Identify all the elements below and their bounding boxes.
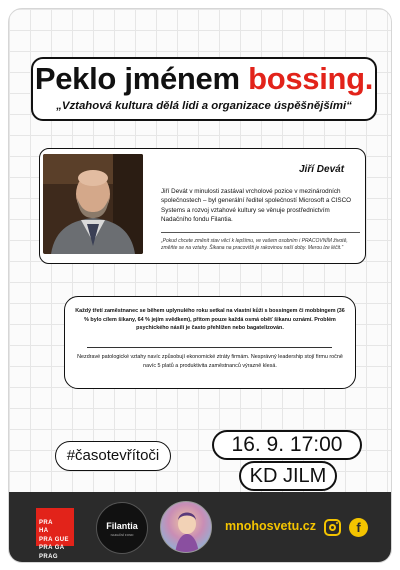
poster bbox=[8, 8, 392, 563]
speaker-quote: „Pokud chcete změnit stav věcí k lepšímu, ve vašem osobním i PRACOVNÍM životě, změňte se na vztahy. Šikana na pracovišti je rakovinou naší doby. Merou lze léčit.“ bbox=[161, 238, 348, 251]
footer bbox=[9, 492, 392, 563]
filantia-logo[interactable] bbox=[96, 502, 148, 554]
filantia-logo-sub: NADAČNÍ FOND bbox=[110, 533, 134, 537]
event-datetime: 16. 9. 17:00 bbox=[212, 430, 362, 460]
divider bbox=[161, 232, 360, 233]
website-link[interactable]: mnohosvetu.cz bbox=[225, 519, 316, 533]
illustration-logo[interactable] bbox=[160, 501, 212, 553]
divider bbox=[87, 347, 332, 348]
poster-subtitle: „Vztahová kultura dělá lidi a organizace úspěšnějšími“ bbox=[56, 100, 352, 112]
filantia-logo-name: Filantia bbox=[106, 521, 138, 531]
title-highlight: bossing. bbox=[248, 61, 374, 96]
title-box bbox=[31, 57, 377, 121]
event-venue: KD JILM bbox=[239, 461, 337, 491]
speaker-bio: Jiří Devát v minulosti zastával vrcholové pozice v mezinárodních společnostech – byl generální ředitel společností Microsoft a CISCO Systems a rozvoj vztahové kultury se věnuje prostřednictvím Nadačního fondu Filantia. bbox=[161, 188, 352, 224]
facebook-icon[interactable]: f bbox=[349, 518, 368, 537]
title-main: Peklo jménem bbox=[34, 61, 249, 96]
praha-logo[interactable] bbox=[36, 508, 74, 560]
hashtag: #časotevřítoči bbox=[55, 441, 171, 471]
stats-paragraph-1: Každý třetí zaměstnanec se během uplynulého roku setkal na vlastní kůži s bossingem či mobbingem (36 % bylo cílem šikany, 64 % jejím svědkem), přitom pouze každá osmá oběť šikanu oznámí. Problém psychického násilí je často přehlížen nebo bagatelizován. bbox=[75, 308, 345, 332]
praha-logo-text: PRA HA PRA GUE PRA GA PRAG bbox=[39, 519, 69, 560]
instagram-icon[interactable] bbox=[324, 519, 341, 536]
poster-title bbox=[33, 61, 375, 97]
speaker-name: Jiří Devát bbox=[299, 164, 345, 175]
stats-paragraph-2: Nezdravé patologické vztahy navíc způsobují ekonomické ztráty firmám. Nesprávný leadership stojí firmu ročně navíc 5 platů a produktivita zaměstnanců výrazně klesá. bbox=[77, 354, 343, 369]
stats-box bbox=[64, 296, 356, 389]
speaker-photo bbox=[43, 154, 143, 254]
